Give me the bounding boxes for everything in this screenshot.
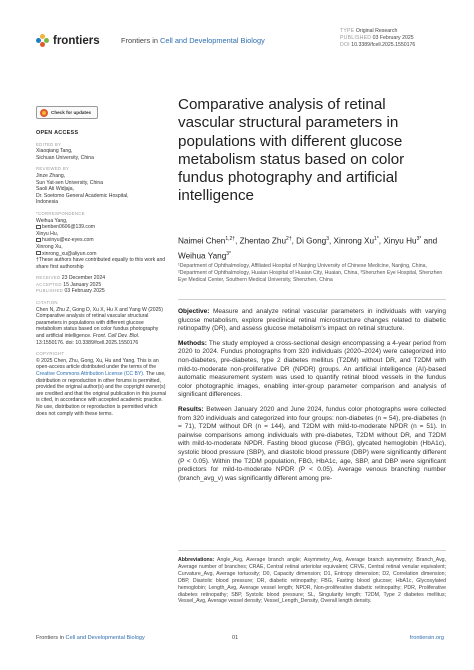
page-header — [36, 28, 444, 62]
equal-contribution-note: †These authors have contributed equally to this work and share first authorship — [36, 257, 166, 270]
email-icon — [36, 225, 41, 229]
sidebar — [36, 130, 168, 422]
abstract-methods: Methods: The study employed a cross-sectional design encompassing a 4-year period from 2020 to 2024. Fundus photographs from 320 individuals (2020–2024) were categorized into non-diabetes, pre-diabetes, type 2 diabetes mellitus (T2DM) without DR, and T2DM with mild-to-moderate non-proliferative DR (NPDR) groups. An artificial intelligence (AI)-based automatic measurement system was used to quantify retinal blood vessels in the fundus color photographic images, enabling inter-group parameter comparison and analysis of significant differences. — [178, 339, 446, 399]
frontiers-logo[interactable] — [36, 34, 100, 48]
logo-text: frontiers — [53, 35, 100, 47]
citation: CITATION Chen N, Zhu Z, Gong D, Xu X, Hu X and Yang W (2025) Comparative analysis of retinal vascular structural parameters in populations with different glucose metabolism status based on color fundus photography and artificial intelligence. Front. Cell Dev. Biol. 13:1550176. doi: 10.3389/fcell.2025.1550176 — [36, 300, 163, 346]
email-link[interactable]: benben0606@139.com — [42, 224, 96, 231]
email-icon — [36, 251, 41, 255]
journal-link[interactable]: Cell and Developmental Biology — [160, 36, 265, 45]
dates: RECEIVED 23 December 2024 ACCEPTED 15 January 2025 PUBLISHED 03 February 2025 — [36, 275, 106, 295]
license-link[interactable]: Creative Commons Attribution License (CC BY). — [36, 371, 145, 377]
frontiers-logo-icon — [36, 34, 50, 48]
open-access-label: OPEN ACCESS — [36, 130, 79, 136]
published-date: 03 February 2025 — [372, 35, 414, 42]
correspondence: *CORRESPONDENCE Weihua Yang, benben0606@139.com Xinyu Hu, huxinyu@ez-eyes.com Xinrong Xu, xinrong_xu@aliyun.com †These authors have contributed equally to this work and share first authorship — [36, 211, 168, 270]
affiliations: ¹Department of Ophthalmology, Affiliated Hospital of Nanjing University of Chinese Medicine, Nanjing, China, ²Department of Ophthalmology, Huaian Hospital of Huaian City, Huaian, China, ³Shenzhen Eye Hospital, Shenzhen Eye Medical Center, Southern Medical University, Shenzhen, China — [178, 263, 443, 283]
journal-name: Frontiers in Cell and Developmental Biology — [121, 36, 265, 45]
article-type: Original Research — [355, 28, 398, 34]
copyright: COPYRIGHT © 2025 Chen, Zhu, Gong, Xu, Hu and Yang. This is an open-access article distributed under the terms of the Creative Commons Attribution License (CC BY). The use, distribution or reproduction in other forums is permitted, provided the original author(s) and the copyright owner(s) are credited and that the original publication in this journal is cited, in accordance with accepted academic practice. No use, distribution or reproduction is permitted which does not comply with these terms. — [36, 351, 167, 417]
footer-journal-link[interactable]: Cell and Developmental Biology — [65, 635, 145, 641]
email-link[interactable]: xinrong_xu@aliyun.com — [42, 250, 97, 257]
edited-by: EDITED BY Xiaoqiang Tang, Sichuan University, China — [36, 141, 94, 161]
abstract-results: Results: Between January 2020 and June 2024, fundus color photographs were collected from 320 individuals and categorized into four groups: non-diabetes (n = 54), pre-diabetes (n = 71), T2DM without DR (n = 144), and T2DM with mild-to-moderate NPDR (n = 51). In pairwise comparisons among individuals with pre-diabetes, T2DM without DR, and T2DM with mild-to-moderate NPDR. Fasting blood glucose (FBG), glycated hemoglobin (HbA1c), systolic blood pressure (SBP), and diastolic blood pressure (DBP) were significantly different (P < 0.05). Within the T2DM population, FBG, HbA1c, age, SBP, and DBP were significant predictors for mild-to-moderate NPDR (P < 0.05). Average venous branching number (branch_avg_v) was significantly different among pre- — [178, 405, 446, 482]
email-icon — [36, 238, 41, 242]
article-meta: TYPE Original Research PUBLISHED 03 February 2025 DOI 10.3389/fcell.2025.1550176 — [340, 28, 416, 49]
page-number: 01 — [232, 635, 239, 641]
divider — [178, 550, 446, 551]
email-link[interactable]: huxinyu@ez-eyes.com — [42, 237, 94, 244]
abbreviations: Abbreviations: Angle_Avg, Average branch angle; Asymmetry_Avg, Average branch asymmetry; Branch_Avg, Average number of branches; CRAE, Central retinal arteriolar equivalent; CRVE, Central retinal venular equivalent; Curvature_Avg, Average tortuosity; D0, Capacity dimension; D1, Entropy dimension; D2, Correlation dimension; DBP, Diastolic blood pressure; DR, diabetic retinopathy; FBG, Fasting blood glucose; HbA1c, Glycosylated hemoglobin; Length_Avg, Average vessel length; NPDR, Non-proliferative diabetic retinopathy; PDR, Proliferative diabetes retinopathy; SBP, Systolic blood pressure; SL, Singularity length; T2DM, Type 2 diabetes mellitus; Vessel_Avg, Average vessel density; Vessel_Length_Density, Overall length density. — [178, 557, 446, 605]
check-for-updates-button[interactable]: Check for updates — [36, 106, 98, 119]
footer-journal: Frontiers in Cell and Developmental Biology — [36, 635, 145, 641]
abstract — [178, 308, 446, 489]
citation-doi[interactable]: doi: 10.3389/fcell.2025.1550176 — [65, 339, 139, 346]
reviewed-by: REVIEWED BY Jinze Zhang, Sun Yat-sen University, China Saoli Ati Widjaja, Dr. Soetomo General Academic Hospital, Indonesia — [36, 166, 129, 206]
divider — [178, 299, 446, 300]
author-list: Naimei Chen$^{1,2\dagger}$, Zhentao Zhu$^{2\dagger}$, Di Gong$^3$, Xinrong $Xu^{1*}$, Xinyu $Hu^{3*}$ and Weihua Yang$^{3*}$ — [178, 236, 438, 261]
check-updates-icon — [40, 109, 48, 117]
article-title: Comparative analysis of retinal vascular structural parameters in populations with different glucose metabolism status based on color fundus photography and artificial intelligence — [178, 96, 405, 205]
footer-site-link[interactable]: frontiersin.org — [409, 635, 444, 641]
abstract-objective: Objective: Measure and analyze retinal vascular parameters in individuals with varying glucose metabolism, explore preclinical retinal microstructure changes related to diabetic retinopathy (DR), and assess glucose metabolism's impact on retinal structure. — [178, 308, 446, 333]
doi[interactable]: 10.3389/fcell.2025.1550176 — [351, 42, 416, 49]
